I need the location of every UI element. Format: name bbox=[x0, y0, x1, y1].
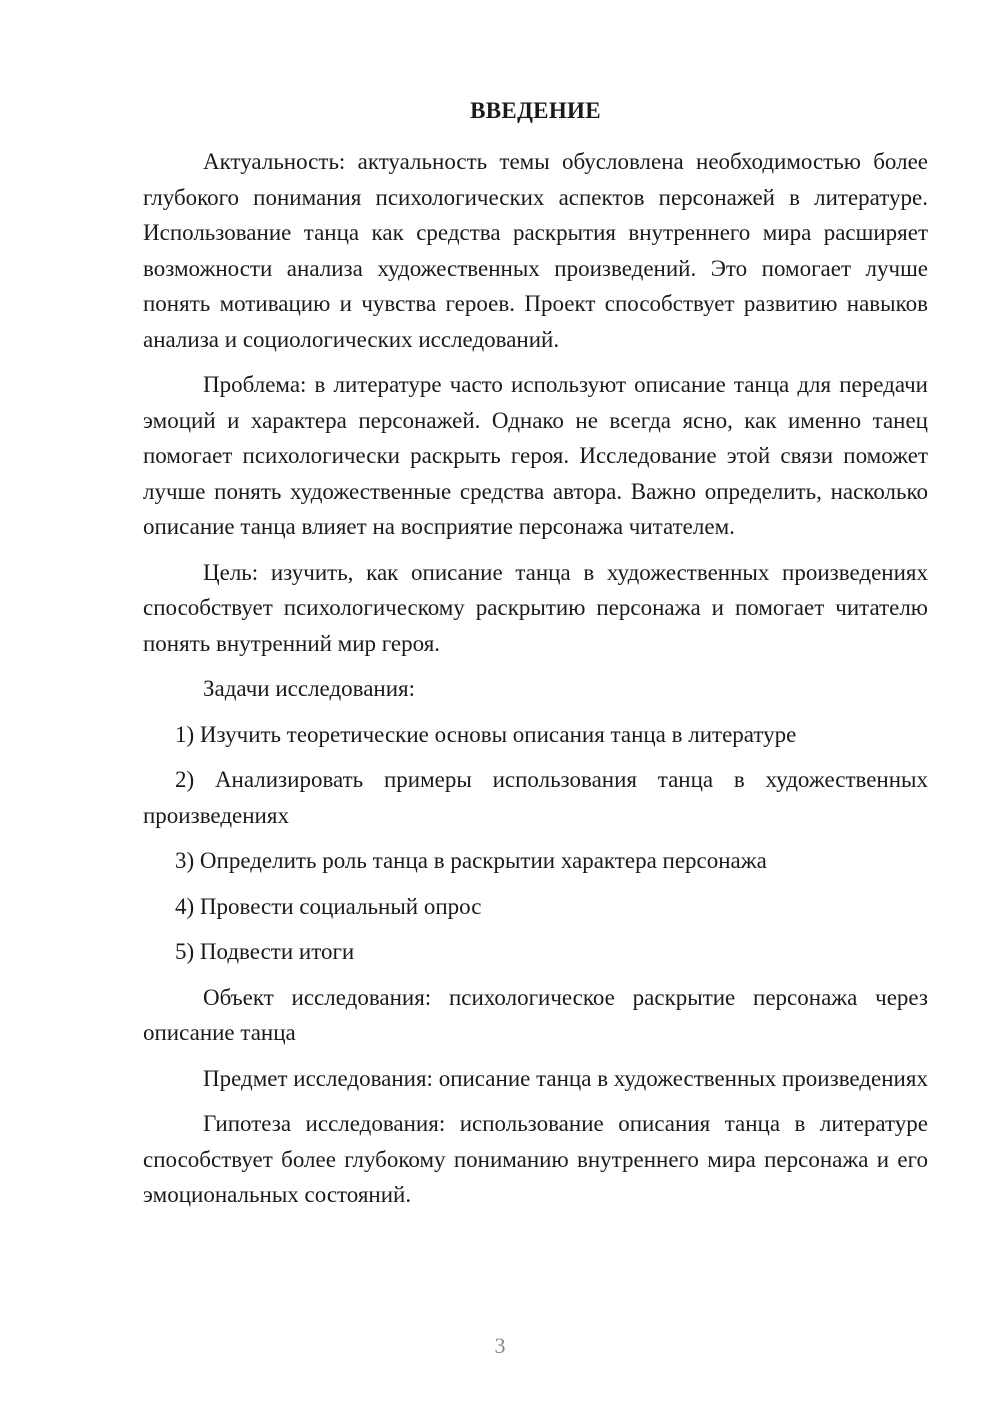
problem-paragraph: Проблема: в литературе часто используют описание танца для передачи эмоций и характера персонажей. Однако не всегда ясно, как именно танец помогает психологически раскрыть героя. Исследование этой связи поможет лучше понять художественные средства автора. Важно определить, насколько описание танца влияет на восприятие персонажа читателем. bbox=[143, 372, 928, 539]
task-item-3: 3) Определить роль танца в раскрытии характера персонажа bbox=[175, 848, 767, 873]
relevance-paragraph: Актуальность: актуальность темы обусловлена необходимостью более глубокого понимания психологических аспектов персонажей в литературе. Использование танца как средства раскрытия внутреннего мира расширяет возможности анализа художественных произведений. Это помогает лучше понять мотивацию и чувства героев. Проект способствует развитию навыков анализа и социологических исследований. bbox=[143, 149, 928, 352]
object-paragraph: Объект исследования: психологическое раскрытие персонажа через описание танца bbox=[143, 984, 928, 1045]
document-page bbox=[143, 96, 928, 1223]
goal-paragraph: Цель: изучить, как описание танца в художественных произведениях способствует психологическому раскрытию персонажа и помогает читателю понять внутренний мир героя. bbox=[143, 559, 928, 656]
subject-paragraph: Предмет исследования: описание танца в художественных произведениях bbox=[203, 1065, 928, 1091]
hypothesis-paragraph: Гипотеза исследования: использование описания танца в литературе способствует более глубокому пониманию внутреннего мира персонажа и его эмоциональных состояний. bbox=[143, 1111, 928, 1207]
tasks-title: Задачи исследования: bbox=[203, 676, 416, 701]
section-heading: ВВЕДЕНИЕ bbox=[470, 98, 601, 123]
task-item-4: 4) Провести социальный опрос bbox=[175, 893, 482, 919]
task-item-2: 2) Анализировать примеры использования танца в художественных произведениях bbox=[143, 767, 928, 828]
task-item-1: 1) Изучить теоретические основы описания танца в литературе bbox=[175, 721, 797, 747]
task-item-5: 5) Подвести итоги bbox=[175, 939, 355, 964]
page-number: 3 bbox=[494, 1333, 506, 1358]
